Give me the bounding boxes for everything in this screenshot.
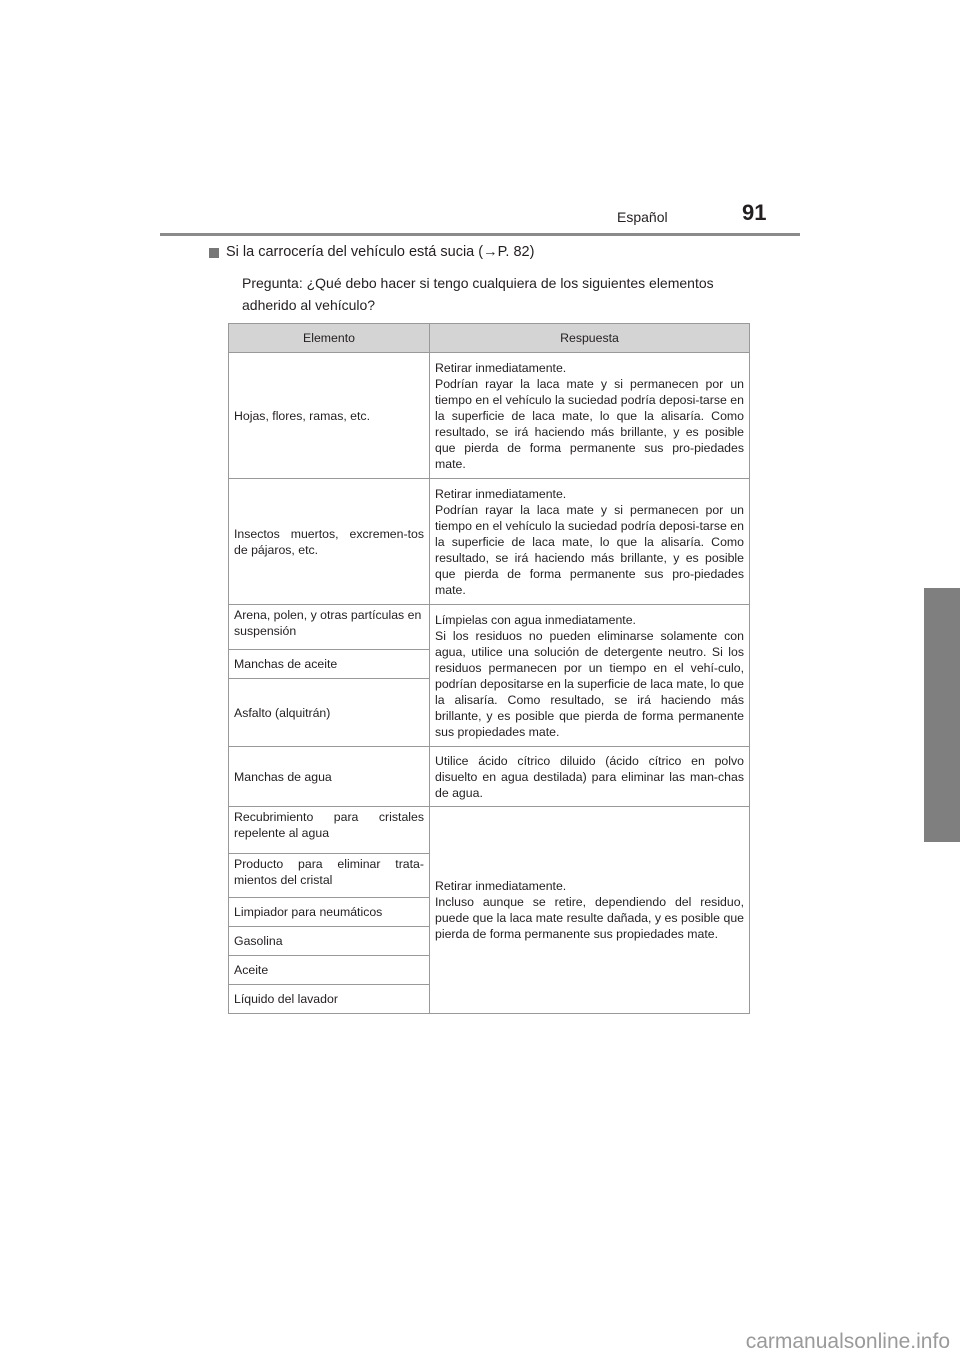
element-cell: Gasolina (229, 927, 430, 956)
section-title (226, 244, 534, 260)
column-header-element: Elemento (229, 324, 430, 353)
chapter-tab (924, 588, 960, 842)
table-row (229, 479, 750, 605)
element-cell: Manchas de aceite (229, 650, 430, 679)
element-cell: Líquido del lavador (229, 985, 430, 1014)
element-cell: Insectos muertos, excremen-tos de pájaros, etc. (229, 479, 430, 605)
table-row (229, 747, 750, 807)
answer-cell: Utilice ácido cítrico diluido (ácido cítrico en polvo disuelto en agua destilada) para eliminar las man-chas de agua. (430, 747, 750, 807)
element-cell: Producto para eliminar trata-mientos del cristal (229, 854, 430, 898)
element-cell: Aceite (229, 956, 430, 985)
element-cell: Hojas, flores, ramas, etc. (229, 353, 430, 479)
element-cell: Recubrimiento para cristales repelente al agua (229, 807, 430, 854)
header-divider (160, 233, 800, 236)
element-cell: Manchas de agua (229, 747, 430, 807)
table-header-row (229, 324, 750, 353)
page-number: 91 (742, 200, 767, 225)
table-row (229, 605, 750, 650)
dirt-table (228, 323, 750, 1014)
header-language: Español (617, 209, 668, 225)
element-cell: Asfalto (alquitrán) (229, 679, 430, 747)
section-title-text: Si la carrocería del vehículo está sucia (→P. 82) (226, 244, 535, 260)
square-bullet-icon (209, 248, 219, 258)
answer-cell: Retirar inmediatamente. Podrían rayar la laca mate y si permanecen por un tiempo en el vehículo la suciedad podría deposi-tarse en la superficie de laca mate, lo que la alisaría. Como resultado, se irá haciendo más brillante, y es posible que pierda de forma permanente sus pro-piedades mate. (430, 479, 750, 605)
answer-cell: Retirar inmediatamente. Incluso aunque se retire, dependiendo del residuo, puede que la laca mate resulte dañada, y es posible que pierda de forma permanente sus propiedades mate. (430, 807, 750, 1014)
column-header-answer: Respuesta (430, 324, 750, 353)
watermark: carmanualsonline.info (745, 1330, 950, 1353)
answer-cell: Retirar inmediatamente. Podrían rayar la laca mate y si permanecen por un tiempo en el vehículo la suciedad podría deposi-tarse en la superficie de laca mate, lo que la alisaría. Como resultado, se irá haciendo más brillante, y es posible que pierda de forma permanente sus pro-piedades mate. (430, 353, 750, 479)
element-cell: Arena, polen, y otras partículas en suspensión (229, 605, 430, 650)
table-row (229, 353, 750, 479)
answer-cell: Límpielas con agua inmediatamente. Si los residuos no pueden eliminarse solamente con agua, utilice una solución de detergente neutro. Si los residuos permanecen por un tiempo en el vehí-culo, podrían depositarse en la superficie de laca mate, lo que la alisaría. Como resultado, se irá haciendo más brillante, y es posible que pierda de forma permanente sus propiedades mate. (430, 605, 750, 747)
table-row (229, 807, 750, 854)
question-text: Pregunta: ¿Qué debo hacer si tengo cualquiera de los siguientes elementos adherido al vehículo? (242, 275, 714, 313)
element-cell: Limpiador para neumáticos (229, 898, 430, 927)
